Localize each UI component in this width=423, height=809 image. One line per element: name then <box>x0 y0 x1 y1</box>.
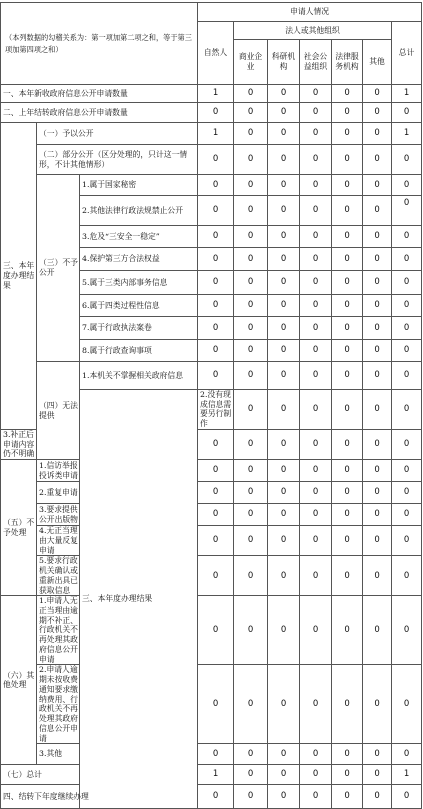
row-label: 7.属于行政执法案卷 <box>80 317 198 340</box>
cell-value: 0 <box>300 429 332 459</box>
cell-value: 0 <box>300 248 332 271</box>
cell-value: 0 <box>363 196 392 226</box>
table-row <box>1 103 422 123</box>
cell-value: 0 <box>268 460 300 482</box>
table-row <box>1 123 422 145</box>
cell-value: 0 <box>363 744 392 765</box>
cell-value: 0 <box>332 390 363 430</box>
cell-value: 0 <box>268 744 300 765</box>
cell-value: 0 <box>363 460 392 482</box>
cell-value: 0 <box>234 295 268 317</box>
cell-value: 0 <box>332 248 363 271</box>
cell-value: 0 <box>392 526 422 556</box>
cell-value: 0 <box>198 362 234 390</box>
cell-value: 0 <box>392 362 422 390</box>
cell-value: 0 <box>363 271 392 295</box>
cell-value: 0 <box>332 175 363 196</box>
cell-value: 0 <box>392 295 422 317</box>
header-legal-entities: 法人或其他组织 <box>234 22 392 40</box>
cell-value: 0 <box>300 271 332 295</box>
cell-value: 0 <box>234 196 268 226</box>
cell-value: 0 <box>363 145 392 175</box>
cell-value: 0 <box>198 103 234 123</box>
cell-value: 0 <box>392 785 422 809</box>
section-5-sub-label: （五）不予处理 <box>1 460 37 596</box>
cell-value: 0 <box>392 429 422 459</box>
row-label: 2.申请人逾期未按收费通知要求缴纳费用、行政机关不再处理其政府信息公开申请 <box>37 665 80 744</box>
row-label: 1.本机关不掌握相关政府信息 <box>80 362 198 390</box>
row-label: 四、结转下年度继续办理 <box>1 785 198 809</box>
cell-value: 1 <box>198 765 234 785</box>
cell-value: 0 <box>332 340 363 362</box>
cell-value: 0 <box>300 556 332 596</box>
cell-value: 0 <box>392 744 422 765</box>
cell-value: 0 <box>198 785 234 809</box>
cell-value: 0 <box>332 765 363 785</box>
cell-value: 0 <box>300 145 332 175</box>
cell-value: 0 <box>363 103 392 123</box>
row-label: 3.补正后申请内容仍不明确 <box>1 429 37 459</box>
table-row <box>1 504 422 526</box>
cell-value: 0 <box>300 526 332 556</box>
cell-value: 0 <box>363 765 392 785</box>
cell-value: 0 <box>332 596 363 665</box>
section-6-sub-label: （六）其他处理 <box>1 596 37 765</box>
table-row <box>1 175 422 196</box>
table-row <box>1 596 422 665</box>
cell-value: 0 <box>332 482 363 504</box>
cell-value: 0 <box>392 145 422 175</box>
cell-value: 0 <box>198 596 234 665</box>
header-natural-person: 自然人 <box>198 22 234 85</box>
cell-value: 0 <box>268 665 300 744</box>
table-row <box>1 785 422 809</box>
row-label: 8.属于行政查询事项 <box>80 340 198 362</box>
table-row <box>1 665 422 744</box>
cell-value: 0 <box>363 482 392 504</box>
header-legal-service: 法律服务机构 <box>332 40 363 85</box>
cell-value: 0 <box>268 390 300 430</box>
cell-value: 0 <box>268 226 300 248</box>
cell-value: 0 <box>332 295 363 317</box>
cell-value: 0 <box>234 504 268 526</box>
cell-value: 0 <box>363 429 392 459</box>
cell-value: 0 <box>392 175 422 196</box>
cell-value: 0 <box>198 460 234 482</box>
row-label: 5.要求行政机关确认或重新出具已获取信息 <box>37 556 80 596</box>
cell-value: 0 <box>392 271 422 295</box>
cell-value: 0 <box>234 103 268 123</box>
cell-value: 0 <box>392 460 422 482</box>
cell-value: 0 <box>392 103 422 123</box>
cell-value: 0 <box>268 362 300 390</box>
cell-value: 1 <box>392 765 422 785</box>
table-row <box>1 85 422 103</box>
cell-value: 0 <box>198 744 234 765</box>
cell-value: 0 <box>300 744 332 765</box>
row-label: 3.危及“三安全一稳定” <box>80 226 198 248</box>
cell-value: 0 <box>363 175 392 196</box>
cell-value: 0 <box>234 596 268 665</box>
header-applicant-info: 申请人情况 <box>198 3 422 22</box>
cell-value: 0 <box>198 317 234 340</box>
cell-value: 0 <box>300 665 332 744</box>
cell-value: 0 <box>332 271 363 295</box>
row-label: 1.属于国家秘密 <box>80 175 198 196</box>
cell-value: 0 <box>268 145 300 175</box>
cell-value: 0 <box>363 226 392 248</box>
cell-value: 0 <box>234 271 268 295</box>
section-3-label-b: 三、本年度办理结果 <box>80 390 198 809</box>
cell-value: 0 <box>268 85 300 103</box>
cell-value: 0 <box>268 317 300 340</box>
table-row <box>1 145 422 175</box>
cell-value: 0 <box>300 103 332 123</box>
cell-value: 0 <box>268 271 300 295</box>
cell-value: 0 <box>234 429 268 459</box>
cell-value: 0 <box>332 145 363 175</box>
cell-value: 0 <box>198 271 234 295</box>
cell-value: 0 <box>332 226 363 248</box>
cell-value: 0 <box>234 482 268 504</box>
cell-value: 0 <box>300 196 332 226</box>
row-label: 2.其他法律行政法规禁止公开 <box>80 196 198 226</box>
cell-value: 0 <box>332 103 363 123</box>
cell-value: 0 <box>234 665 268 744</box>
cell-value: 0 <box>332 526 363 556</box>
row-label: 6.属于四类过程性信息 <box>80 295 198 317</box>
header-row-1 <box>1 3 422 22</box>
cell-value: 0 <box>198 248 234 271</box>
cell-value: 0 <box>198 226 234 248</box>
section-3-label-a: 三、本年度办理结果 <box>1 123 37 430</box>
cell-value: 0 <box>198 145 234 175</box>
cell-value: 0 <box>234 317 268 340</box>
cell-value: 0 <box>332 504 363 526</box>
cell-value: 0 <box>300 785 332 809</box>
cell-value: 0 <box>268 295 300 317</box>
cell-value: 0 <box>234 145 268 175</box>
cell-value: 0 <box>268 340 300 362</box>
cell-value: 0 <box>268 596 300 665</box>
cell-value: 0 <box>332 785 363 809</box>
cell-value: 0 <box>332 665 363 744</box>
header-commercial: 商业企业 <box>234 40 268 85</box>
cell-value: 0 <box>300 85 332 103</box>
cell-value: 0 <box>332 362 363 390</box>
cell-value: 0 <box>363 596 392 665</box>
disclosure-table <box>0 2 422 809</box>
row-label: 二、上年结转政府信息公开申请数量 <box>1 103 198 123</box>
cell-value: 0 <box>198 665 234 744</box>
row-label: （二）部分公开（区分处理的，只计这一情形，不计其他情形） <box>37 145 198 175</box>
header-note: （本列数据的勾稽关系为：第一项加第二项之和，等于第三项加第四项之和） <box>1 3 198 85</box>
cell-value: 0 <box>268 175 300 196</box>
cell-value: 0 <box>332 429 363 459</box>
cell-value: 0 <box>332 744 363 765</box>
cell-value: 0 <box>363 85 392 103</box>
cell-value: 0 <box>268 123 300 145</box>
cell-value: 0 <box>268 429 300 459</box>
row-label: 5.属于三类内部事务信息 <box>80 271 198 295</box>
row-label: 4.无正当理由大量反复申请 <box>37 526 80 556</box>
cell-value: 0 <box>392 248 422 271</box>
row-label: 2.没有现成信息需要另行制作 <box>198 390 234 430</box>
header-other: 其他 <box>363 40 392 85</box>
table-row <box>1 362 422 390</box>
cell-value: 0 <box>363 295 392 317</box>
cell-value: 1 <box>392 123 422 145</box>
row-label: （七）总计 <box>1 765 80 785</box>
cell-value: 0 <box>392 390 422 430</box>
table-row <box>1 482 422 504</box>
cell-value: 0 <box>300 765 332 785</box>
cell-value: 0 <box>332 460 363 482</box>
cell-value: 0 <box>300 175 332 196</box>
cell-value: 1 <box>198 123 234 145</box>
cell-value: 0 <box>392 504 422 526</box>
cell-value: 0 <box>332 123 363 145</box>
cell-value: 0 <box>363 665 392 744</box>
cell-value: 0 <box>234 785 268 809</box>
row-label: 一、本年新收政府信息公开申请数量 <box>1 85 198 103</box>
row-label: 2.重复申请 <box>37 482 80 504</box>
cell-value: 0 <box>363 123 392 145</box>
cell-value: 0 <box>198 340 234 362</box>
cell-value: 0 <box>300 317 332 340</box>
section-4-sub-label: （四）无法提供 <box>37 362 80 460</box>
cell-value: 0 <box>363 526 392 556</box>
table-row <box>1 765 422 785</box>
cell-value: 0 <box>234 744 268 765</box>
cell-value: 0 <box>234 85 268 103</box>
cell-value: 0 <box>234 362 268 390</box>
cell-value: 0 <box>198 526 234 556</box>
cell-value: 0 <box>300 226 332 248</box>
cell-value: 0 <box>300 596 332 665</box>
cell-value: 0 <box>392 665 422 744</box>
cell-value: 0 <box>268 526 300 556</box>
cell-value: 0 <box>234 460 268 482</box>
cell-value: 0 <box>332 317 363 340</box>
cell-value: 0 <box>332 196 363 226</box>
cell-value: 0 <box>234 556 268 596</box>
cell-value: 0 <box>363 504 392 526</box>
cell-value: 0 <box>300 123 332 145</box>
cell-value: 0 <box>268 504 300 526</box>
cell-value: 0 <box>392 340 422 362</box>
table-row <box>1 460 422 482</box>
cell-value: 0 <box>392 596 422 665</box>
cell-value: 0 <box>392 556 422 596</box>
cell-value: 0 <box>363 556 392 596</box>
section-3-sub-label: （三）不予公开 <box>37 175 80 362</box>
cell-value: 0 <box>234 226 268 248</box>
cell-value: 0 <box>392 317 422 340</box>
cell-value: 0 <box>300 390 332 430</box>
row-label: 3.要求提供公开出版物 <box>37 504 80 526</box>
row-label: 1.申请人无正当理由逾期不补正、行政机关不再处理其政府信息公开申请 <box>37 596 80 665</box>
cell-value: 0 <box>234 175 268 196</box>
cell-value: 0 <box>234 123 268 145</box>
cell-value: 0 <box>268 765 300 785</box>
cell-value: 0 <box>363 317 392 340</box>
header-total: 总计 <box>392 22 422 85</box>
cell-value: 0 <box>363 362 392 390</box>
cell-value: 0 <box>363 340 392 362</box>
cell-value: 0 <box>363 248 392 271</box>
row-label: （一）予以公开 <box>37 123 198 145</box>
cell-value: 0 <box>234 526 268 556</box>
cell-value: 0 <box>268 785 300 809</box>
header-research: 科研机构 <box>268 40 300 85</box>
cell-value: 0 <box>198 556 234 596</box>
cell-value: 0 <box>363 785 392 809</box>
cell-value: 0 <box>234 765 268 785</box>
cell-value: 0 <box>198 429 234 459</box>
cell-value: 0 <box>198 504 234 526</box>
cell-value: 0 <box>300 362 332 390</box>
cell-value: 0 <box>392 226 422 248</box>
header-social-welfare: 社会公益组织 <box>300 40 332 85</box>
table-row <box>1 556 422 596</box>
cell-value: 0 <box>363 390 392 430</box>
cell-value: 0 <box>300 295 332 317</box>
cell-value: 0 <box>268 248 300 271</box>
cell-value: 0 <box>300 460 332 482</box>
cell-value: 0 <box>332 556 363 596</box>
cell-value: 0 <box>392 196 422 226</box>
cell-value: 0 <box>198 196 234 226</box>
cell-value: 0 <box>198 482 234 504</box>
cell-value: 0 <box>234 340 268 362</box>
row-label: 1.信访举报投诉类申请 <box>37 460 80 482</box>
cell-value: 0 <box>300 340 332 362</box>
table-row <box>1 526 422 556</box>
row-label: 3.其他 <box>37 744 80 765</box>
cell-value: 0 <box>392 482 422 504</box>
cell-value: 0 <box>234 390 268 430</box>
cell-value: 0 <box>300 482 332 504</box>
cell-value: 0 <box>198 295 234 317</box>
cell-value: 0 <box>268 103 300 123</box>
row-label: 4.保护第三方合法权益 <box>80 248 198 271</box>
cell-value: 0 <box>198 175 234 196</box>
cell-value: 0 <box>268 556 300 596</box>
cell-value: 0 <box>268 482 300 504</box>
cell-value: 0 <box>300 504 332 526</box>
cell-value: 0 <box>268 196 300 226</box>
table-row <box>1 744 422 765</box>
cell-value: 0 <box>332 85 363 103</box>
cell-value: 0 <box>234 248 268 271</box>
cell-value: 1 <box>198 85 234 103</box>
cell-value: 1 <box>392 85 422 103</box>
